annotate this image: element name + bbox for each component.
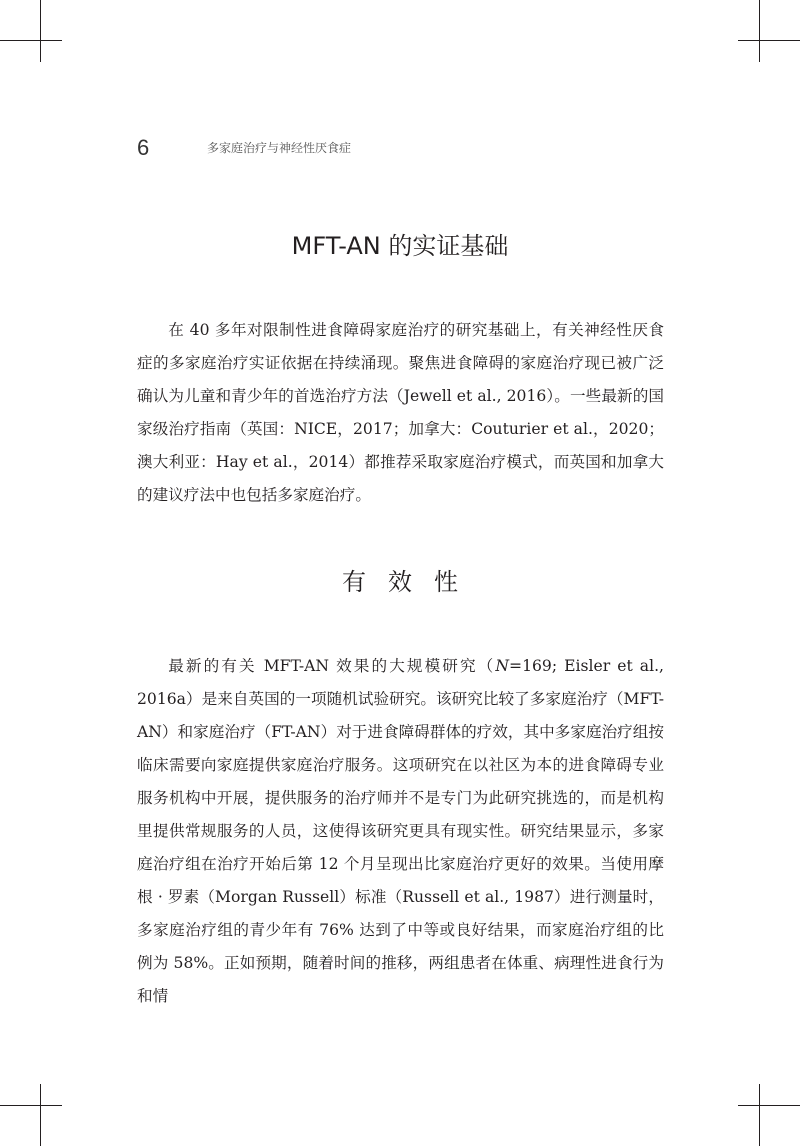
body-paragraph <box>137 650 664 1013</box>
crop-mark <box>759 1084 760 1146</box>
crop-mark <box>0 1105 62 1106</box>
paragraph-text: =169; Eisler et al., 2016a）是来自英国的一项随机试验研究。该研究比较了多家庭治疗（MFT-AN）和家庭治疗（FT-AN）对于进食障碍群体的疗效，其中多家庭治疗组按临床需要向家庭提供家庭治疗服务。这项研究在以社区为本的进食障碍专业服务机构中开展，提供服务的治疗师并不是专门为此研究挑选的，而是机构里提供常规服务的人员，这使得该研究更具有现实性。研究结果显示，多家庭治疗组在治疗开始后第 12 个月呈现出比家庭治疗更好的效果。当使用摩根 · 罗素（Morgan Russell）标准（Russell et al., 1987）进行测量时，多家庭治疗组的青少年有 76% 达到了中等或良好结果，而家庭治疗组的比例为 58%。正如预期，随着时间的推移，两组患者在体重、病理性进食行为和情 <box>137 657 665 1005</box>
crop-mark <box>40 1084 41 1146</box>
crop-mark <box>0 40 62 41</box>
running-title: 多家庭治疗与神经性厌食症 <box>207 141 352 155</box>
section-title: 有效性 <box>342 568 480 596</box>
sample-size-symbol: N <box>495 657 510 675</box>
crop-mark <box>759 0 760 62</box>
crop-mark <box>738 40 800 41</box>
section-title: MFT-AN 的实证基础 <box>291 232 509 260</box>
body-paragraph: 在 40 多年对限制性进食障碍家庭治疗的研究基础上，有关神经性厌食症的多家庭治疗实证依据在持续涌现。聚焦进食障碍的家庭治疗现已被广泛确认为儿童和青少年的首选治疗方法（Jewell et al., 2016）。一些最新的国家级治疗指南（英国：NICE，2017；加拿大：Couturier et al.，2020；澳大利亚：Hay et al.，2014）都推荐采取家庭治疗模式，而英国和加拿大的建议疗法中也包括多家庭治疗。 <box>137 321 664 504</box>
crop-mark <box>738 1105 800 1106</box>
crop-mark <box>40 0 41 62</box>
paragraph-text: 最新的有关 MFT-AN 效果的大规模研究（ <box>168 657 496 675</box>
page-number: 6 <box>137 135 150 160</box>
